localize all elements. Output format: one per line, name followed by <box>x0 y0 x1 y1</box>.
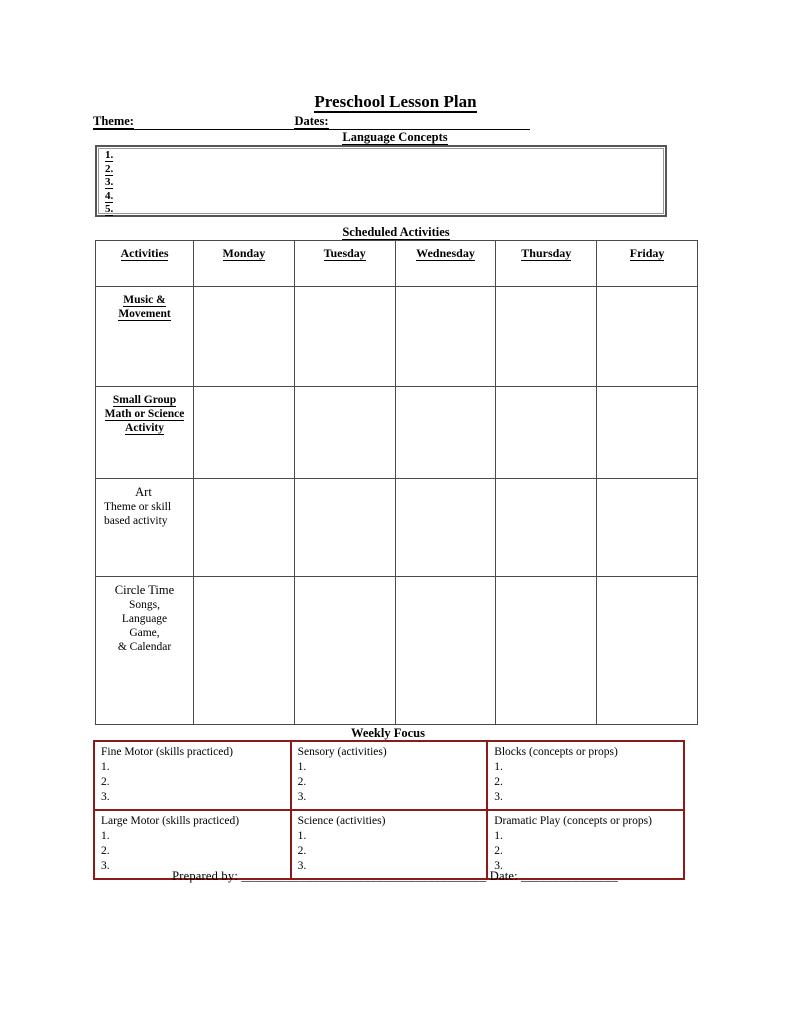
theme-label: Theme: <box>93 114 134 128</box>
cell-music-friday[interactable] <box>597 287 698 387</box>
dates-label-text: Dates: <box>294 114 329 128</box>
focus-item: 1. <box>101 761 110 773</box>
list-item-number: 5. <box>105 203 114 216</box>
dates-label <box>93 114 530 128</box>
focus-item: 3. <box>297 860 307 872</box>
column-header-activities: Activities <box>96 241 194 287</box>
page-title <box>0 92 791 112</box>
focus-item: 1. <box>101 830 110 842</box>
list-item[interactable] <box>105 149 113 163</box>
focus-cell-sensory[interactable] <box>291 741 488 810</box>
cell-circle-thursday[interactable] <box>496 577 597 725</box>
table-row <box>96 387 698 479</box>
focus-item: 2. <box>297 776 307 788</box>
focus-item: 2. <box>297 845 307 857</box>
focus-item: 3. <box>101 860 110 872</box>
column-header-wednesday: Wednesday <box>395 241 496 287</box>
list-item-number: 2. <box>105 162 114 175</box>
column-header-thursday: Thursday <box>496 241 597 287</box>
cell-music-thursday[interactable] <box>496 287 597 387</box>
column-header-monday: Monday <box>194 241 295 287</box>
table-row <box>96 577 698 725</box>
list-item[interactable] <box>105 176 113 190</box>
focus-cell-fine-motor[interactable] <box>94 741 291 810</box>
row-label-music-movement: Music & Movement <box>96 287 194 387</box>
focus-item: 1. <box>297 830 307 842</box>
focus-item: 1. <box>494 761 503 773</box>
list-item-number: 1. <box>105 149 114 161</box>
row-label-circle-time: Circle Time Songs, Language Game, & Calendar <box>96 577 194 725</box>
focus-item: 2. <box>101 845 110 857</box>
focus-item: 2. <box>494 845 503 857</box>
cell-circle-wednesday[interactable] <box>395 577 496 725</box>
prepared-by-line[interactable]: Prepared by: ______________________________________ Date: _______________ <box>172 869 618 883</box>
list-item[interactable] <box>105 190 113 204</box>
weekly-focus-table <box>93 740 685 880</box>
table-header-row <box>96 241 698 287</box>
weekly-focus-heading-text: Weekly Focus <box>351 726 425 740</box>
list-item-number: 3. <box>105 176 114 189</box>
language-concepts-list <box>105 149 113 217</box>
focus-item: 3. <box>297 791 307 803</box>
scheduled-activities-heading <box>95 225 697 239</box>
focus-item: 3. <box>101 791 110 803</box>
cell-music-monday[interactable] <box>194 287 295 387</box>
list-item[interactable] <box>105 203 113 217</box>
cell-circle-monday[interactable] <box>194 577 295 725</box>
page-title-text: Preschool Lesson Plan <box>314 92 477 111</box>
focus-item: 3. <box>494 791 503 803</box>
list-item[interactable] <box>105 163 113 177</box>
focus-cell-header: Sensory (activities) <box>297 746 387 758</box>
focus-item: 2. <box>494 776 503 788</box>
column-header-friday: Friday <box>597 241 698 287</box>
cell-smallgroup-tuesday[interactable] <box>294 387 395 479</box>
language-concepts-box[interactable] <box>95 145 667 217</box>
scheduled-activities-heading-text: Scheduled Activities <box>342 225 450 239</box>
cell-art-thursday[interactable] <box>496 479 597 577</box>
row-label-small-group: Small Group Math or Science Activity <box>96 387 194 479</box>
table-row <box>94 741 684 810</box>
theme-dates-line <box>93 114 530 130</box>
focus-item: 2. <box>101 776 110 788</box>
focus-cell-header: Large Motor (skills practiced) <box>101 815 240 827</box>
focus-cell-header: Dramatic Play (concepts or props) <box>494 815 652 827</box>
focus-item: 1. <box>494 830 503 842</box>
row-label-art: Art Theme or skill based activity <box>96 479 194 577</box>
cell-smallgroup-friday[interactable] <box>597 387 698 479</box>
cell-smallgroup-wednesday[interactable] <box>395 387 496 479</box>
cell-circle-tuesday[interactable] <box>294 577 395 725</box>
cell-art-monday[interactable] <box>194 479 295 577</box>
cell-smallgroup-thursday[interactable] <box>496 387 597 479</box>
focus-cell-header: Science (activities) <box>297 815 386 827</box>
focus-cell-blocks[interactable] <box>487 741 684 810</box>
language-concepts-heading-text: Language Concepts <box>342 130 448 144</box>
scheduled-activities-table <box>95 240 698 725</box>
list-item-number: 4. <box>105 189 114 202</box>
focus-cell-header: Fine Motor (skills practiced) <box>101 746 233 758</box>
focus-cell-header: Blocks (concepts or props) <box>494 746 618 758</box>
cell-smallgroup-monday[interactable] <box>194 387 295 479</box>
table-row <box>96 479 698 577</box>
focus-item: 1. <box>297 761 307 773</box>
cell-music-tuesday[interactable] <box>294 287 395 387</box>
cell-music-wednesday[interactable] <box>395 287 496 387</box>
language-concepts-heading <box>95 130 695 144</box>
cell-art-wednesday[interactable] <box>395 479 496 577</box>
table-row <box>96 287 698 387</box>
cell-circle-friday[interactable] <box>597 577 698 725</box>
weekly-focus-heading <box>93 726 683 740</box>
cell-art-friday[interactable] <box>597 479 698 577</box>
column-header-tuesday: Tuesday <box>294 241 395 287</box>
cell-art-tuesday[interactable] <box>294 479 395 577</box>
focus-item: 3. <box>494 860 503 872</box>
